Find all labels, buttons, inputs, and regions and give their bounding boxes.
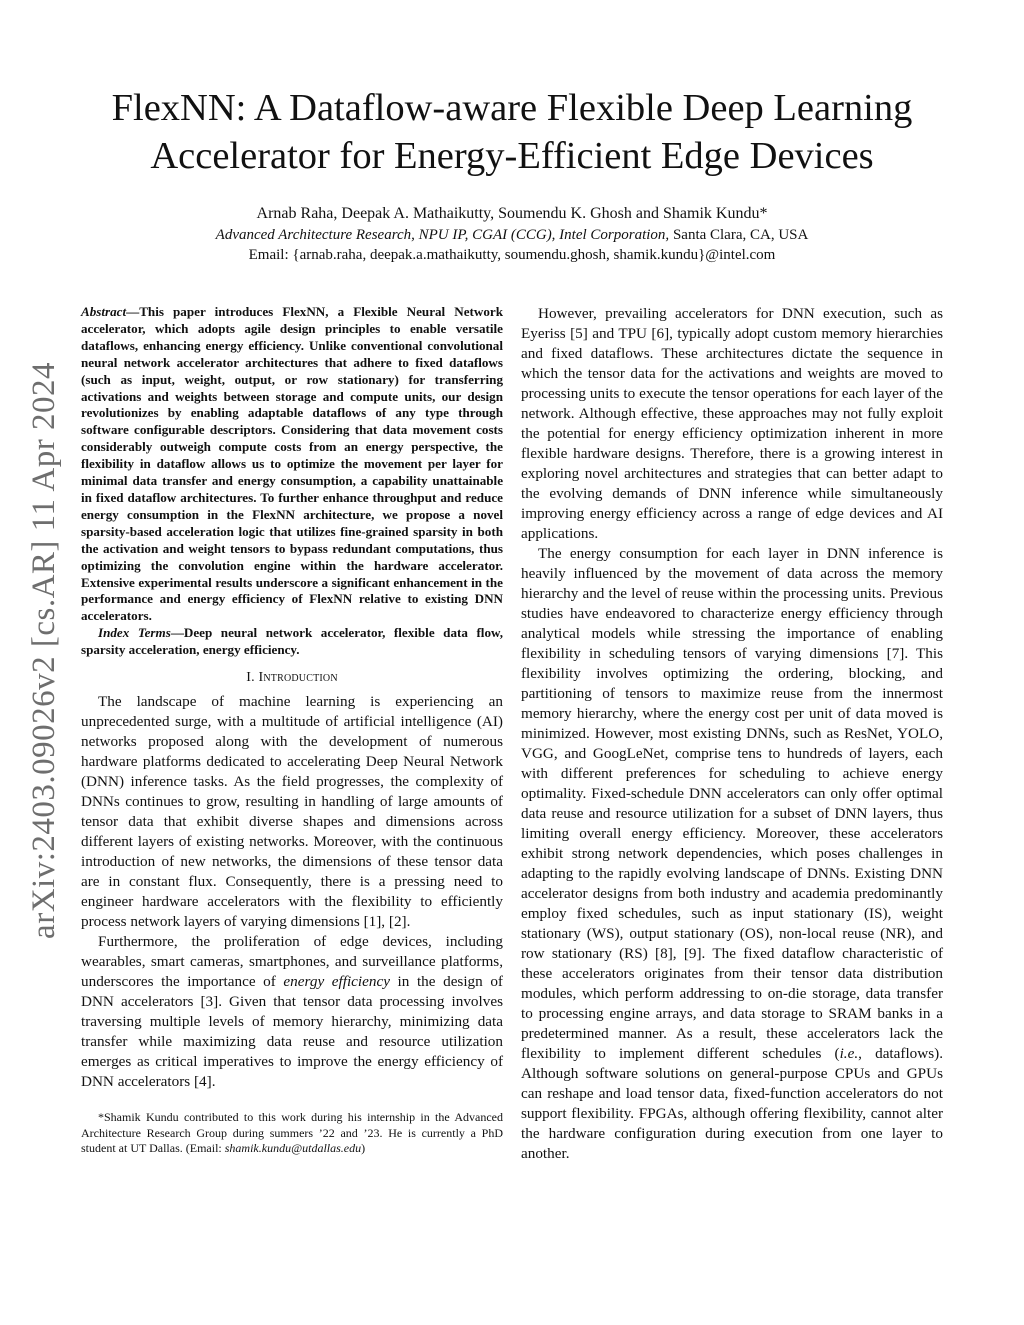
author-emails: Email: {arnab.raha, deepak.a.mathaikutty, soumendu.ghosh, shamik.kundu}@intel.com [248,247,776,263]
abstract: Abstract—This paper introduces FlexNN, a Flexible Neural Network accelerator, which adopts agile design principles to enable versatile dataflows, enhancing energy efficiency. Unlike conventional convolutional neural network accelerator architectures that adhere to fixed dataflows (such as input, weight, output, or row stationary) for transferring activations and weights between storage and compute units, our design revolutionizes by enabling adaptable dataflows of any type through software configurable descriptors. Considering that data movement costs considerably outweigh compute costs from an energy perspective, the flexibility in dataflow allows us to optimize the movement per layer for minimal data transfer and energy consumption, a capability unattainable in fixed dataflow architectures. To further enhance throughput and reduce energy consumption in the FlexNN architecture, we propose a novel sparsity-based acceleration logic that utilizes fine-grained sparsity in both the activation and weight tensors to bypass redundant computations, thus optimizing the convolution engine within the hardware accelerator. Extensive experimental results underscore a significant enhancement in the performance and energy efficiency of FlexNN relative to existing DNN accelerators. [81,304,503,624]
left-column [81,304,503,1157]
intro-paragraph-2: Furthermore, the proliferation of edge devices, including wearables, smart cameras, smartphones, and surveillance platforms, underscores the importance of energy efficiency in the design of DNN accelerators [3]. Given that tensor data processing involves traversing multiple levels of memory hierarchy, minimizing data transfer while maximizing data reuse and resource utilization emerges as critical imperatives to improve the energy efficiency of DNN accelerators [4]. [81,933,503,1091]
affiliation: Advanced Architecture Research, NPU IP, CGAI (CCG), Intel Corporation, Santa Clara, CA, USA [215,227,809,243]
index-terms: Index Terms—Deep neural network accelerator, flexible data flow, sparsity acceleration, energy efficiency. [81,625,503,658]
paper-title [60,84,964,180]
title-line-1: FlexNN: A Dataflow-aware Flexible Deep Learning [111,87,913,129]
section-heading-introduction: I. Introduction [246,670,338,686]
intro-paragraph-4: The energy consumption for each layer in DNN inference is heavily influenced by the movement of data across the memory hierarchy and the level of reuse within the processing units. Previous studies have endeavored to characterize energy efficiency through analytical models while stressing the importance of enabling flexibility in scheduling tensors of varying dimensions [7]. This flexibility involves optimizing the ordering, blocking, and partitioning of tensors to maximize reuse from the innermost memory hierarchy, where the energy cost per unit of data moved is minimized. However, most existing DNNs, such as ResNet, YOLO, VGG, and GoogLeNet, comprise tens to hundreds of layers, each with different preferences for scheduling to achieve energy optimality. Fixed-schedule DNN accelerators can only offer optimal data reuse and resource utilization for a subset of DNN layers, thus limiting overall energy efficiency. Moreover, these accelerators exhibit strong network dependencies, which poses challenges in adapting to the rapidly evolving landscape of DNNs. Existing DNN accelerator designs from both industry and academia predominantly employ fixed schedules, such as input stationary (IS), weight stationary (WS), output stationary (OS), non-local reuse (NR), and row stationary (RS) [8], [9]. The fixed dataflow characteristic of these accelerators originates from their tensor data distribution modules, which perform addressing to on-die storage, data transfer to processing engine arrays, and data storage to SRAM banks in a predetermined manner. As a result, these accelerators lack the flexibility to implement different schedules (i.e., dataflows). Although software solutions on general-purpose CPUs and GPUs can reshape and load tensor data, fixed-function accelerators do not support flexibility. FPGAs, although offering flexibility, cannot alter the hardware configuration during execution from one layer to another. [521,545,943,1162]
title-line-2: Accelerator for Energy-Efficient Edge Devices [150,135,874,177]
author-footnote: *Shamik Kundu contributed to this work during his internship in the Advanced Architecture Research Group during summers ’22 and ’23. He is currently a PhD student at UT Dallas. (Email: shamik.kundu@utdallas.edu) [81,1110,503,1156]
intro-paragraph-3: However, prevailing accelerators for DNN execution, such as Eyeriss [5] and TPU [6], typically adopt custom memory hierarchies and fixed dataflows. These architectures dictate the sequence in which the tensor data for the activations and weights are moved to processing units to execute the tensor operations for each layer of the network. Although effective, these approaches may not fully exploit the potential for energy efficiency optimization inherent in more flexible hardware designs. Therefore, there is a growing interest in exploring novel architectures and strategies that can better adapt to the evolving demands of DNN inference while simultaneously improving energy efficiency across a range of edge devices and AI applications. [521,305,943,542]
right-column [521,304,943,1164]
index-terms-label: Index Terms [98,625,171,641]
intro-paragraph-1: The landscape of machine learning is experiencing an unprecedented surge, with a multitude of artificial intelligence (AI) networks proposed along with the development of numerous hardware platforms dedicated to accelerating Deep Neural Network (DNN) inference tasks. As the field progresses, the complexity of DNNs continues to grow, resulting in handling of large amounts of tensor data that exhibit diverse shapes and dimensions across different layers of existing networks. Moreover, with the continuous introduction of new networks, the dimensions of these tensor data are in constant flux. Consequently, there is a pressing need to engineer hardware accelerators with the flexibility to efficiently process network layers of varying dimensions [1], [2]. [81,693,503,931]
abstract-label: Abstract [81,304,127,319]
footnote-email: shamik.kundu@utdallas.edu [224,1141,362,1156]
arxiv-stamp: arXiv:2403.09026v2 [cs.AR] 11 Apr 2024 [25,361,62,939]
author-list: Arnab Raha, Deepak A. Mathaikutty, Soumendu K. Ghosh and Shamik Kundu* [256,205,768,222]
